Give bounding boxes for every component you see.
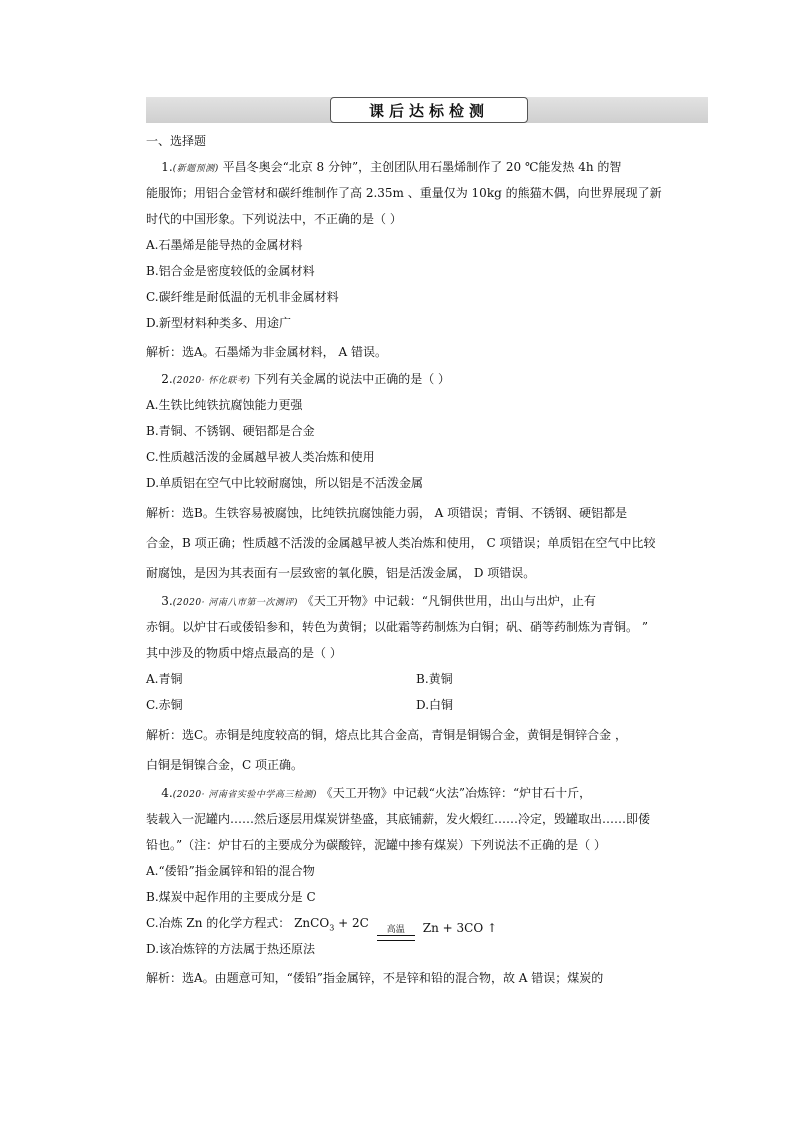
q2-option-d: D.单质铝在空气中比较耐腐蚀，所以铝是不活泼金属 [146, 476, 424, 490]
q1-line-2: 能服饰；用铝合金管材和碳纤维制作了高 2.35m 、重量仅为 10kg 的熊猫木偶，向世界展现了新 [146, 186, 662, 200]
q2-text-1: 下列有关金属的说法中正确的是（ ） [254, 372, 451, 386]
q2-analysis-1: 解析：选B。生铁容易被腐蚀，比纯铁抗腐蚀能力弱， A 项错误；青铜、不锈钢、硬铝都是 [146, 506, 628, 520]
q1-number: 1. [161, 160, 173, 174]
q3-option-b: B.黄铜 [416, 672, 453, 686]
q3-option-d: D.白铜 [416, 698, 454, 712]
q4-option-c-prefix: C.冶炼 Zn 的化学方程式： [146, 916, 291, 930]
q4-number: 4. [161, 786, 173, 800]
q1-line-3: 时代的中国形象。下列说法中，不正确的是（ ） [146, 212, 402, 226]
q1-option-d: D.新型材料种类多、用途广 [146, 316, 292, 330]
equation-subscript: 3 [329, 923, 335, 933]
q4-text-1: 《天工开物》中记载“火法”冶炼锌：“炉甘石十斤， [320, 786, 592, 800]
q4-option-a: A.“倭铅”指金属锌和铅的混合物 [146, 864, 315, 878]
q2-option-c: C.性质越活泼的金属越早被人类冶炼和使用 [146, 450, 375, 464]
q1-analysis: 解析：选A。石墨烯为非金属材料， A 错误。 [146, 345, 387, 359]
q3-option-a: A.青铜 [146, 672, 183, 686]
q1-option-b: B.铝合金是密度较低的金属材料 [146, 264, 315, 278]
q3-options-row-2 [146, 692, 686, 718]
q1-line-1 [146, 154, 686, 180]
q2-option-b: B.青铜、不锈钢、硬铝都是合金 [146, 424, 315, 438]
q4-line-2: 装载入一泥罐内……然后逐层用煤炭饼垫盛，其底铺薪，发火煅红……冷定，毁罐取出……即倭 [146, 812, 651, 826]
q2-analysis [146, 498, 686, 588]
q4-tag: (2020· 河南省实验中学高三检测) [172, 790, 317, 800]
q2-line-1 [146, 366, 686, 392]
equation-condition-arrow [377, 925, 415, 941]
q2-analysis-3: 耐腐蚀，是因为其表面有一层致密的氧化膜，铝是活泼金属， D 项错误。 [146, 566, 536, 580]
q1-tag: (新题预测) [172, 164, 219, 174]
q2-option-a: A.生铁比纯铁抗腐蚀能力更强 [146, 398, 303, 412]
q4-option-d: D.该冶炼锌的方法属于热还原法 [146, 942, 316, 956]
q3-option-c: C.赤铜 [146, 698, 183, 712]
q3-line-3: 其中涉及的物质中熔点最高的是（ ） [146, 646, 342, 660]
q2-tag: (2020· 怀化联考) [172, 376, 251, 386]
q1-option-a: A.石墨烯是能导热的金属材料 [146, 238, 303, 252]
q3-tag: (2020· 河南八市第一次测评) [172, 598, 298, 608]
equation-reactant-formula: ZnCO [294, 916, 330, 930]
q3-text-1: 《天工开物》中记载：“凡铜供世用，出山与出炉，止有 [301, 594, 596, 608]
section-title: 一、选择题 [146, 134, 207, 148]
q2-number: 2. [161, 372, 173, 386]
q3-analysis [146, 720, 686, 780]
q4-option-c [146, 910, 686, 936]
q4-line-1 [146, 780, 686, 806]
q3-line-2: 赤铜。以炉甘石或倭铅参和，转色为黄铜；以砒霜等药制炼为白铜；矾、硝等药制炼为青铜。 ” [146, 620, 648, 634]
chemical-equation [294, 910, 497, 941]
question-content [146, 128, 686, 992]
q3-options-row-1 [146, 666, 686, 692]
equation-condition: 高温 [386, 925, 405, 936]
q3-analysis-1: 解析：选C。赤铜是纯度较高的铜，熔点比其合金高，青铜是铜锡合金，黄铜是铜锌合金 ， [146, 728, 627, 742]
q1-option-c: C.碳纤维是耐低温的无机非金属材料 [146, 290, 339, 304]
equals-sign [377, 935, 415, 941]
equation-reactant-carbon: + 2C [334, 916, 369, 930]
banner-title: 课后达标检测 [330, 97, 528, 123]
q1-text-1: 平昌冬奥会“北京 8 分钟”，主创团队用石墨烯制作了 20 ℃能发热 4h 的智 [222, 160, 622, 174]
q3-number: 3. [161, 594, 173, 608]
q3-analysis-2: 白铜是铜镍合金，C 项正确。 [146, 758, 303, 772]
q4-analysis: 解析：选A。由题意可知，“倭铅”指金属锌，不是锌和铅的混合物，故 A 错误；煤炭的 [146, 971, 604, 985]
header-banner [146, 97, 708, 123]
equation-products: Zn + 3CO ↑ [422, 921, 498, 936]
q3-line-1 [146, 588, 686, 614]
q4-option-b: B.煤炭中起作用的主要成分是 C [146, 890, 316, 904]
q2-analysis-2: 合金，B 项正确；性质越不活泼的金属越早被人类冶炼和使用， C 项错误；单质铝在空气中比较 [146, 536, 656, 550]
q4-line-3: 铅也。”（注：炉甘石的主要成分为碳酸锌，泥罐中掺有煤炭）下列说法不正确的是（ ） [146, 838, 606, 852]
